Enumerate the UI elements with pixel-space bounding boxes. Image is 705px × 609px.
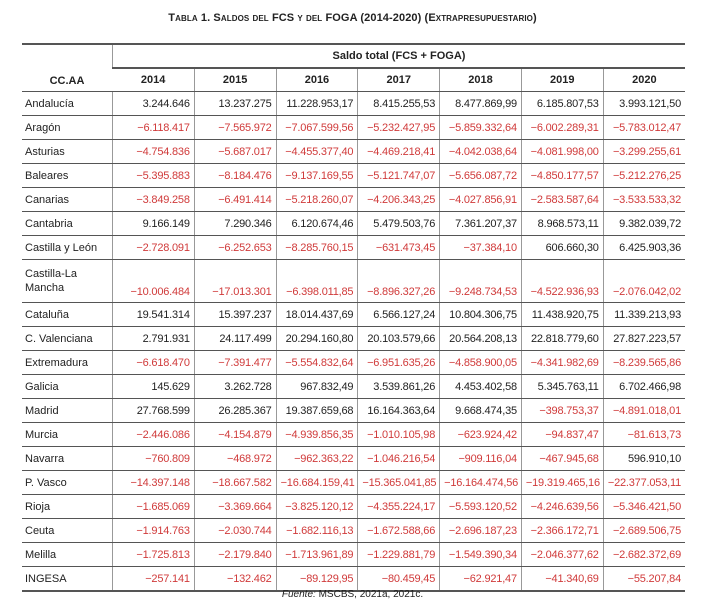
value-cell-2018: −4.042.038,64	[440, 140, 522, 164]
value-cell-2020: −3.533.533,32	[603, 188, 685, 212]
value-cell-2014: 2.791.931	[113, 327, 195, 351]
table-row	[22, 212, 685, 236]
region-name: Rioja	[22, 495, 113, 519]
year-header-2019: 2019	[521, 68, 603, 92]
region-name: Castilla y León	[22, 236, 113, 260]
value-cell-2020: −2.689.506,75	[603, 519, 685, 543]
group-header: Saldo total (FCS + FOGA)	[113, 44, 686, 68]
value-cell-2016: 20.294.160,80	[276, 327, 358, 351]
value-cell-2019: −2.046.377,62	[521, 543, 603, 567]
region-name: Galicia	[22, 375, 113, 399]
source-note	[0, 589, 705, 600]
value-cell-2020: 6.425.903,36	[603, 236, 685, 260]
value-cell-2017: 3.539.861,26	[358, 375, 440, 399]
value-cell-2020: −81.613,73	[603, 423, 685, 447]
value-cell-2015: −5.687.017	[194, 140, 276, 164]
table-row	[22, 543, 685, 567]
value-cell-2017: −6.951.635,26	[358, 351, 440, 375]
value-cell-2018: 7.361.207,37	[440, 212, 522, 236]
value-cell-2019: −4.522.936,93	[521, 260, 603, 303]
value-cell-2019: 22.818.779,60	[521, 327, 603, 351]
year-header-2016: 2016	[276, 68, 358, 92]
value-cell-2017: 8.415.255,53	[358, 92, 440, 116]
value-cell-2020: 11.339.213,93	[603, 303, 685, 327]
value-cell-2018: −5.593.120,52	[440, 495, 522, 519]
table-row	[22, 447, 685, 471]
value-cell-2018: −62.921,47	[440, 567, 522, 592]
value-cell-2017: 20.103.579,66	[358, 327, 440, 351]
value-cell-2014: 19.541.314	[113, 303, 195, 327]
value-cell-2017: −1.010.105,98	[358, 423, 440, 447]
table-row	[22, 351, 685, 375]
value-cell-2015: −18.667.582	[194, 471, 276, 495]
value-cell-2019: −4.850.177,57	[521, 164, 603, 188]
table-title: Tabla 1. Saldos del FCS y del FOGA (2014-2020) (Extrapresupuestario)	[168, 12, 537, 24]
value-cell-2015: 26.285.367	[194, 399, 276, 423]
value-cell-2019: −4.246.639,56	[521, 495, 603, 519]
value-cell-2016: −6.398.011,85	[276, 260, 358, 303]
value-cell-2019: −2.366.172,71	[521, 519, 603, 543]
region-name: Ceuta	[22, 519, 113, 543]
value-cell-2019: 8.968.573,11	[521, 212, 603, 236]
value-cell-2017: −15.365.041,85	[358, 471, 440, 495]
value-cell-2016: 967.832,49	[276, 375, 358, 399]
value-cell-2014: −6.618.470	[113, 351, 195, 375]
value-cell-2018: −4.858.900,05	[440, 351, 522, 375]
value-cell-2019: −2.583.587,64	[521, 188, 603, 212]
table-row	[22, 471, 685, 495]
table-row	[22, 164, 685, 188]
value-cell-2019: −4.341.982,69	[521, 351, 603, 375]
value-cell-2019: 606.660,30	[521, 236, 603, 260]
value-cell-2015: −7.565.972	[194, 116, 276, 140]
value-cell-2017: −1.229.881,79	[358, 543, 440, 567]
value-cell-2019: 6.185.807,53	[521, 92, 603, 116]
value-cell-2018: −16.164.474,56	[440, 471, 522, 495]
value-cell-2015: 3.262.728	[194, 375, 276, 399]
value-cell-2017: −4.469.218,41	[358, 140, 440, 164]
value-cell-2016: 19.387.659,68	[276, 399, 358, 423]
region-name: Canarias	[22, 188, 113, 212]
value-cell-2015: −468.972	[194, 447, 276, 471]
region-name: Extremadura	[22, 351, 113, 375]
value-cell-2014: −257.141	[113, 567, 195, 592]
table-row	[22, 303, 685, 327]
table-row	[22, 495, 685, 519]
year-header-2020: 2020	[603, 68, 685, 92]
value-cell-2018: −1.549.390,34	[440, 543, 522, 567]
value-cell-2014: 145.629	[113, 375, 195, 399]
value-cell-2015: −8.184.476	[194, 164, 276, 188]
value-cell-2017: −1.672.588,66	[358, 519, 440, 543]
value-cell-2015: 7.290.346	[194, 212, 276, 236]
value-cell-2020: 9.382.039,72	[603, 212, 685, 236]
value-cell-2015: 24.117.499	[194, 327, 276, 351]
year-header-2015: 2015	[194, 68, 276, 92]
value-cell-2017: −5.121.747,07	[358, 164, 440, 188]
value-cell-2016: −4.455.377,40	[276, 140, 358, 164]
value-cell-2016: −9.137.169,55	[276, 164, 358, 188]
region-name: Cantabria	[22, 212, 113, 236]
value-cell-2018: −5.656.087,72	[440, 164, 522, 188]
value-cell-2014: −3.849.258	[113, 188, 195, 212]
value-cell-2020: 6.702.466,98	[603, 375, 685, 399]
source-text: MSCBS, 2021a, 2021c.	[315, 589, 424, 600]
value-cell-2018: −2.696.187,23	[440, 519, 522, 543]
value-cell-2020: −8.239.565,86	[603, 351, 685, 375]
value-cell-2016: −16.684.159,41	[276, 471, 358, 495]
region-name: Asturias	[22, 140, 113, 164]
value-cell-2016: 18.014.437,69	[276, 303, 358, 327]
value-cell-2014: 9.166.149	[113, 212, 195, 236]
value-cell-2015: −6.252.653	[194, 236, 276, 260]
table-row	[22, 375, 685, 399]
value-cell-2019: −41.340,69	[521, 567, 603, 592]
region-name: INGESA	[22, 567, 113, 592]
value-cell-2014: −4.754.836	[113, 140, 195, 164]
value-cell-2020: −2.682.372,69	[603, 543, 685, 567]
table-row	[22, 116, 685, 140]
value-cell-2020: 27.827.223,57	[603, 327, 685, 351]
value-cell-2019: −398.753,37	[521, 399, 603, 423]
table-row	[22, 140, 685, 164]
value-cell-2019: 11.438.920,75	[521, 303, 603, 327]
value-cell-2017: 16.164.363,64	[358, 399, 440, 423]
region-name: Castilla-La Mancha	[22, 260, 113, 303]
value-cell-2018: −623.924,42	[440, 423, 522, 447]
value-cell-2019: −94.837,47	[521, 423, 603, 447]
value-cell-2014: −14.397.148	[113, 471, 195, 495]
value-cell-2016: −4.939.856,35	[276, 423, 358, 447]
value-cell-2018: −5.859.332,64	[440, 116, 522, 140]
value-cell-2020: 3.993.121,50	[603, 92, 685, 116]
year-header-2017: 2017	[358, 68, 440, 92]
value-cell-2014: −5.395.883	[113, 164, 195, 188]
value-cell-2014: 27.768.599	[113, 399, 195, 423]
value-cell-2016: −89.129,95	[276, 567, 358, 592]
value-cell-2016: −3.825.120,12	[276, 495, 358, 519]
value-cell-2019: −6.002.289,31	[521, 116, 603, 140]
value-cell-2018: −9.248.734,53	[440, 260, 522, 303]
value-cell-2020: −5.346.421,50	[603, 495, 685, 519]
value-cell-2020: −4.891.018,01	[603, 399, 685, 423]
value-cell-2015: −17.013.301	[194, 260, 276, 303]
value-cell-2017: −8.896.327,26	[358, 260, 440, 303]
value-cell-2015: −132.462	[194, 567, 276, 592]
region-name: C. Valenciana	[22, 327, 113, 351]
value-cell-2014: −2.446.086	[113, 423, 195, 447]
value-cell-2020: 596.910,10	[603, 447, 685, 471]
value-cell-2014: −10.006.484	[113, 260, 195, 303]
region-name: Melilla	[22, 543, 113, 567]
value-cell-2019: −467.945,68	[521, 447, 603, 471]
value-cell-2014: 3.244.646	[113, 92, 195, 116]
value-cell-2020: −22.377.053,11	[603, 471, 685, 495]
region-name: Cataluña	[22, 303, 113, 327]
value-cell-2018: −37.384,10	[440, 236, 522, 260]
value-cell-2020: −3.299.255,61	[603, 140, 685, 164]
value-cell-2017: −4.206.343,25	[358, 188, 440, 212]
region-name: Navarra	[22, 447, 113, 471]
region-name: P. Vasco	[22, 471, 113, 495]
value-cell-2015: −3.369.664	[194, 495, 276, 519]
value-cell-2017: −4.355.224,17	[358, 495, 440, 519]
table-row	[22, 188, 685, 212]
balances-table	[22, 43, 685, 592]
value-cell-2016: −1.682.116,13	[276, 519, 358, 543]
value-cell-2019: −19.319.465,16	[521, 471, 603, 495]
value-cell-2017: −80.459,45	[358, 567, 440, 592]
value-cell-2016: −5.218.260,07	[276, 188, 358, 212]
value-cell-2017: 5.479.503,76	[358, 212, 440, 236]
table-row	[22, 567, 685, 592]
year-header-2018: 2018	[440, 68, 522, 92]
value-cell-2018: 9.668.474,35	[440, 399, 522, 423]
value-cell-2015: −2.030.744	[194, 519, 276, 543]
value-cell-2020: −5.783.012,47	[603, 116, 685, 140]
value-cell-2014: −1.685.069	[113, 495, 195, 519]
value-cell-2018: 4.453.402,58	[440, 375, 522, 399]
region-name: Andalucía	[22, 92, 113, 116]
value-cell-2014: −6.118.417	[113, 116, 195, 140]
value-cell-2014: −1.914.763	[113, 519, 195, 543]
region-name: Aragón	[22, 116, 113, 140]
value-cell-2018: 8.477.869,99	[440, 92, 522, 116]
value-cell-2015: −7.391.477	[194, 351, 276, 375]
value-cell-2020: −5.212.276,25	[603, 164, 685, 188]
table-row	[22, 519, 685, 543]
value-cell-2014: −2.728.091	[113, 236, 195, 260]
value-cell-2016: −5.554.832,64	[276, 351, 358, 375]
value-cell-2018: −4.027.856,91	[440, 188, 522, 212]
value-cell-2016: −8.285.760,15	[276, 236, 358, 260]
value-cell-2015: 15.397.237	[194, 303, 276, 327]
value-cell-2015: −2.179.840	[194, 543, 276, 567]
value-cell-2014: −1.725.813	[113, 543, 195, 567]
value-cell-2019: −4.081.998,00	[521, 140, 603, 164]
value-cell-2016: −962.363,22	[276, 447, 358, 471]
value-cell-2015: −6.491.414	[194, 188, 276, 212]
value-cell-2016: −1.713.961,89	[276, 543, 358, 567]
value-cell-2016: 11.228.953,17	[276, 92, 358, 116]
table-row	[22, 92, 685, 116]
region-name: Murcia	[22, 423, 113, 447]
value-cell-2018: −909.116,04	[440, 447, 522, 471]
value-cell-2016: 6.120.674,46	[276, 212, 358, 236]
value-cell-2017: −5.232.427,95	[358, 116, 440, 140]
value-cell-2020: −2.076.042,02	[603, 260, 685, 303]
table-row	[22, 327, 685, 351]
value-cell-2015: −4.154.879	[194, 423, 276, 447]
value-cell-2017: −1.046.216,54	[358, 447, 440, 471]
region-name: Baleares	[22, 164, 113, 188]
value-cell-2020: −55.207,84	[603, 567, 685, 592]
value-cell-2016: −7.067.599,56	[276, 116, 358, 140]
value-cell-2017: −631.473,45	[358, 236, 440, 260]
value-cell-2019: 5.345.763,11	[521, 375, 603, 399]
value-cell-2018: 20.564.208,13	[440, 327, 522, 351]
table-row	[22, 236, 685, 260]
row-header: CC.AA	[22, 44, 113, 92]
value-cell-2017: 6.566.127,24	[358, 303, 440, 327]
value-cell-2014: −760.809	[113, 447, 195, 471]
year-header-2014: 2014	[113, 68, 195, 92]
source-label: Fuente:	[281, 589, 316, 600]
value-cell-2018: 10.804.306,75	[440, 303, 522, 327]
table-row	[22, 423, 685, 447]
value-cell-2015: 13.237.275	[194, 92, 276, 116]
region-name: Madrid	[22, 399, 113, 423]
table-row	[22, 260, 685, 303]
table-row	[22, 399, 685, 423]
